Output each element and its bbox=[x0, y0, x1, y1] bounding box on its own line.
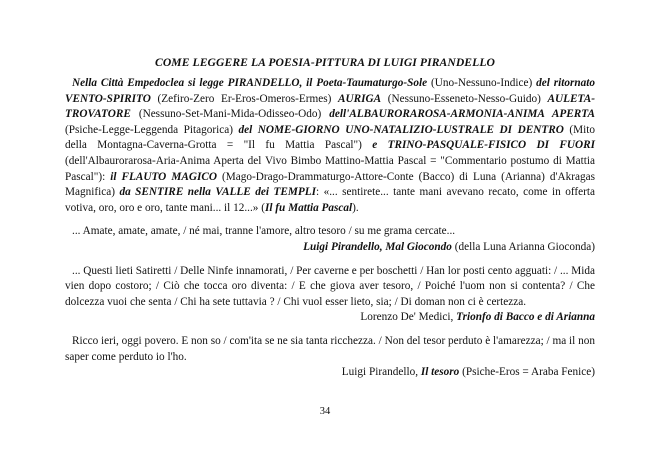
quote3-attribution bbox=[65, 365, 595, 381]
quote1-note: (della Luna Arianna Gioconda) bbox=[451, 240, 595, 253]
spacer bbox=[65, 326, 595, 334]
quote1-text: ... Amate, amate, amate, / né mai, tranne l'amore, altro tesoro / su me grama cercate... bbox=[72, 225, 456, 238]
intro-emphasis: AURIGA bbox=[337, 92, 382, 105]
quote2-text: ... Questi lieti Satiretti / Delle Ninfe innamorati, / Per caverne e per boschetti / Han lor posti cento agguati: / ... Mida vien dopo costoro; / Ciò che tocca oro diventa: / E che giova aver tesoro, / Poiché l'uom non si contenta? / Che dolcezza vuoi che senta / Chi ha sete tuttavia ? / Chi vuol esser lieto, sia; / Di doman non ci è certezza. bbox=[65, 264, 595, 308]
intro-text: (Zefiro-Zero Er-Eros-Omeros-Ermes) bbox=[150, 92, 338, 105]
intro-emphasis: Il fu Mattia Pascal bbox=[264, 201, 353, 214]
intro-emphasis: dell'ALBAURORAROSA-ARMONIA-ANIMA APERTA bbox=[329, 108, 596, 121]
intro-text: (Mago-Drago-Drammaturgo-Attore-Conte (Bacco) di Luna (Arianna) d'Akragas Magnifica) bbox=[65, 170, 596, 199]
intro-emphasis: il FLAUTO MAGICO bbox=[110, 170, 217, 183]
intro-text: (Nessuno-Set-Mani-Mida-Odisseo-Odo) bbox=[130, 108, 330, 121]
quote2-work: Trionfo di Bacco e di Arianna bbox=[456, 311, 595, 324]
spacer bbox=[65, 216, 595, 224]
intro-text: (dell'Albaurorarosa-Aria-Anima Aperta del Vivo Bimbo Mattino-Mattia Pascal = "Commentario postumo di Mattia Pascal"): bbox=[65, 154, 595, 183]
intro-emphasis: del NOME-GIORNO UNO-NATALIZIO-LUSTRALE DI DENTRO bbox=[238, 123, 564, 136]
quote1-attribution bbox=[65, 240, 595, 256]
intro-text: ). bbox=[352, 201, 359, 214]
quote3-work: Il tesoro bbox=[420, 366, 460, 379]
document-body bbox=[65, 76, 595, 381]
quote3-note: (Psiche-Eros = Araba Fenice) bbox=[459, 366, 595, 379]
intro-text: (Mito della Montagna-Caverna-Grotta = "Il fu Mattia Pascal") bbox=[65, 123, 595, 152]
quote3-text: Ricco ieri, oggi povero. E non so / com'ita se ne sia tanta ricchezza. / Non del tesor perduto è l'amarezza; / ma il non saper come perduto io l'ho. bbox=[65, 334, 595, 363]
intro-emphasis: e TRINO-PASQUALE-FISICO DI FUORI bbox=[372, 139, 595, 152]
quote3-author: Luigi Pirandello, bbox=[341, 366, 421, 379]
intro-paragraph bbox=[65, 76, 595, 216]
quote2-author: Lorenzo De' Medici, bbox=[360, 311, 457, 324]
intro-emphasis: Nella Città Empedoclea si legge PIRANDELLO, il Poeta-Taumaturgo-Sole bbox=[72, 77, 428, 89]
quote1-author: Luigi Pirandello, Mal Giocondo bbox=[303, 240, 452, 253]
intro-emphasis: da SENTIRE nella VALLE dei TEMPLI bbox=[119, 186, 316, 199]
intro-emphasis: del ritornato VENTO-SPIRITO bbox=[65, 77, 595, 105]
quote2-attribution bbox=[65, 310, 595, 326]
intro-text: : «... sentirete... tante mani avevano recato, come in offerta votiva, oro, oro e oro, tante mani... il 12...» ( bbox=[65, 186, 595, 214]
page-title: COME LEGGERE LA POESIA-PITTURA DI LUIGI PIRANDELLO bbox=[155, 56, 495, 69]
page-number: 34 bbox=[319, 406, 331, 417]
intro-text: (Psiche-Legge-Leggenda Pitagorica) bbox=[65, 123, 239, 136]
intro-text: (Uno-Nessuno-Indice) bbox=[427, 77, 537, 89]
intro-emphasis: AULETA-TROVATORE bbox=[65, 92, 595, 121]
intro-text: (Nessuno-Esseneto-Nesso-Guido) bbox=[381, 92, 548, 105]
spacer bbox=[65, 256, 595, 264]
